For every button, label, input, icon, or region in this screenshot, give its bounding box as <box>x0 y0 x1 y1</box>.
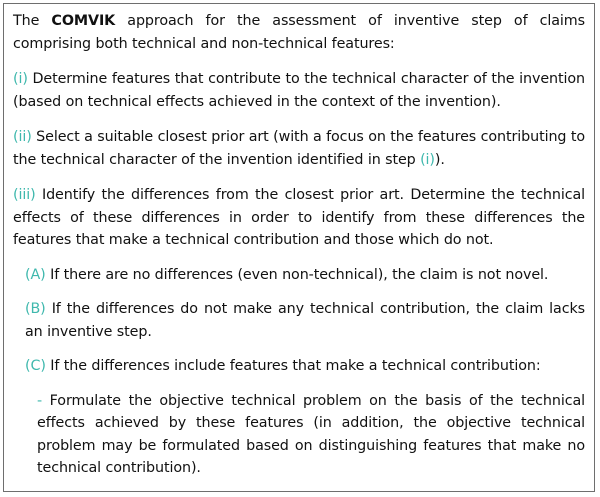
step-ii-label: (ii) <box>13 129 32 145</box>
box-content <box>13 10 585 480</box>
intro-paragraph <box>13 10 585 55</box>
case-b-paragraph <box>25 298 585 343</box>
dash-marker: - <box>37 392 43 409</box>
step-i-reference: (i) <box>420 151 435 168</box>
case-c-text: If the differences include features that make a technical contribution: <box>45 358 541 374</box>
step-i-text: Determine features that contribute to the technical character of the invention (based on technical effects achieved in the context of the invention). <box>13 71 585 110</box>
case-b-text: If the differences do not make any technical contribution, the claim lacks an inventive step. <box>25 301 585 340</box>
step-iii-text: Identify the differences from the closest prior art. Determine the technical effects of these differences in order to identify from these differences the features that make a technical contribution and those which do not. <box>13 187 585 248</box>
case-c-label: (C) <box>25 358 46 374</box>
case-a-label: (A) <box>25 266 46 283</box>
step-iii-paragraph <box>13 184 585 252</box>
case-b-label: (B) <box>25 301 46 317</box>
step-i-label: (i) <box>13 71 28 87</box>
case-c-paragraph <box>25 355 585 378</box>
comvik-term: COMVIK <box>51 13 116 29</box>
step-ii-text-after: ). <box>434 151 445 168</box>
comvik-info-box <box>3 3 595 492</box>
case-a-text: If there are no differences (even non-technical), the claim is not novel. <box>45 266 549 283</box>
intro-after: approach for the assessment of inventive step of claims comprising both technical and non-technical features: <box>13 13 585 52</box>
case-a-paragraph <box>25 264 585 287</box>
step-i-paragraph <box>13 68 585 113</box>
step-ii-paragraph <box>13 126 585 171</box>
case-c-item-paragraph <box>37 390 585 480</box>
intro-before: The <box>13 13 52 29</box>
step-ii-text-before: Select a suitable closest prior art (with a focus on the features contributing to the technical character of the invention identified in step <box>13 129 585 168</box>
case-c-item-text: Formulate the objective technical problem on the basis of the technical effects achieved by these features (in addition, the objective technical problem may be formulated based on distinguishing features that make no technical contribution). <box>37 392 585 476</box>
step-iii-label: (iii) <box>13 187 36 203</box>
